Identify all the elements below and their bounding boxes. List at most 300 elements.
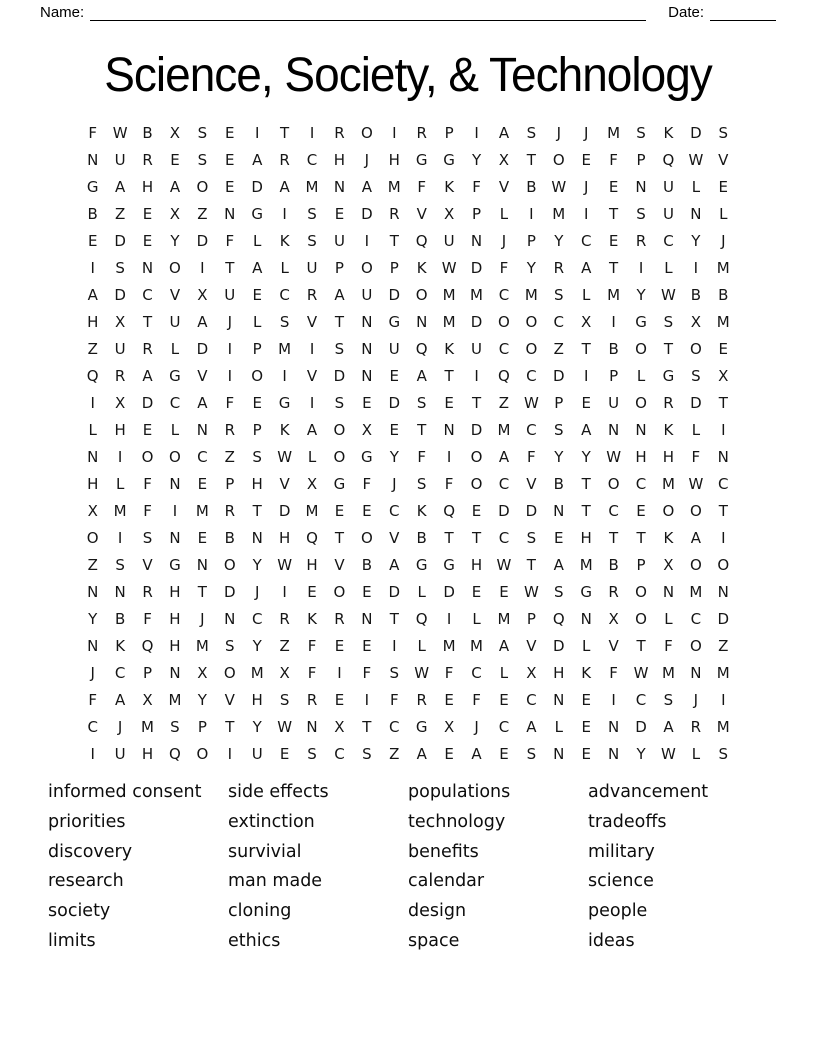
grid-cell: H — [141, 177, 154, 196]
grid-cell: H — [87, 474, 99, 493]
grid-cell: O — [635, 582, 647, 601]
word-list-item: side effects — [228, 782, 329, 802]
grid-cell: C — [279, 285, 290, 304]
grid-cell: M — [442, 636, 456, 655]
grid-cell: L — [664, 609, 673, 628]
grid-cell: E — [362, 636, 372, 655]
grid-cell: K — [663, 123, 674, 142]
grid-cell: O — [251, 366, 264, 385]
grid-cell: I — [282, 204, 287, 223]
grid-cell: L — [636, 366, 646, 385]
word-list-column — [48, 778, 228, 957]
grid-cell: E — [197, 528, 208, 547]
grid-cell: T — [581, 501, 591, 520]
grid-cell: X — [114, 393, 126, 412]
grid-cell: X — [279, 663, 290, 682]
grid-cell: N — [196, 555, 208, 574]
grid-cell: F — [609, 663, 618, 682]
word-list — [48, 778, 768, 957]
grid-cell: R — [389, 204, 400, 223]
grid-cell: K — [115, 636, 126, 655]
grid-cell: S — [554, 582, 564, 601]
grid-cell: O — [141, 447, 154, 466]
grid-cell: H — [470, 555, 483, 574]
grid-cell: G — [86, 177, 99, 196]
grid-cell: P — [636, 555, 646, 574]
grid-cell: R — [663, 393, 674, 412]
grid-cell: V — [526, 474, 537, 493]
grid-cell: F — [143, 609, 152, 628]
grid-cell: C — [334, 744, 345, 763]
grid-cell: K — [416, 258, 427, 277]
grid-cell: C — [114, 663, 126, 682]
grid-cell: N — [87, 582, 99, 601]
grid-cell: Q — [552, 609, 565, 628]
grid-cell: P — [252, 339, 262, 358]
grid-cell: C — [690, 609, 702, 628]
grid-cell: L — [417, 582, 426, 601]
grid-cell: F — [88, 123, 98, 142]
grid-cell: S — [636, 204, 646, 223]
grid-cell: Q — [415, 609, 428, 628]
grid-cell: E — [581, 717, 591, 736]
grid-cell: X — [197, 663, 208, 682]
grid-cell: I — [474, 123, 479, 142]
grid-cell: S — [636, 123, 646, 142]
grid-cell: N — [361, 609, 373, 628]
grid-cell: T — [609, 258, 619, 277]
grid-cell: M — [470, 285, 483, 304]
grid-cell: R — [306, 690, 318, 709]
word-list-item: informed consent — [48, 782, 202, 802]
grid-cell: L — [499, 204, 509, 223]
grid-cell: P — [334, 258, 344, 277]
word-list-column — [408, 778, 588, 957]
grid-cell: N — [169, 663, 181, 682]
grid-cell: M — [195, 636, 209, 655]
grid-cell: H — [251, 474, 263, 493]
word-list-item: discovery — [48, 841, 133, 862]
grid-cell: B — [718, 285, 729, 304]
grid-cell: F — [307, 636, 317, 655]
grid-cell: Z — [279, 636, 290, 655]
grid-cell: T — [636, 528, 646, 547]
grid-cell: R — [334, 609, 345, 628]
grid-cell: V — [498, 177, 510, 196]
grid-cell: M — [442, 285, 456, 304]
word-list-item: research — [48, 871, 124, 892]
grid-cell: S — [718, 123, 729, 142]
grid-cell: C — [306, 150, 318, 169]
grid-cell: A — [142, 366, 153, 385]
grid-cell: D — [525, 501, 538, 520]
grid-cell: J — [90, 663, 95, 682]
grid-cell: F — [609, 150, 618, 169]
grid-cell: N — [416, 312, 428, 331]
grid-cell: S — [526, 528, 537, 547]
grid-cell: P — [636, 150, 646, 169]
grid-cell: Y — [170, 231, 180, 250]
grid-cell: L — [88, 420, 97, 439]
grid-cell: C — [498, 339, 510, 358]
grid-cell: E — [362, 393, 372, 412]
grid-cell: O — [662, 501, 675, 520]
grid-cell: K — [416, 501, 427, 520]
grid-cell: R — [142, 339, 153, 358]
grid-cell: I — [227, 744, 232, 763]
grid-cell: I — [90, 258, 95, 277]
grid-cell: X — [306, 474, 318, 493]
grid-cell: Y — [636, 744, 646, 763]
grid-cell: A — [169, 177, 181, 196]
grid-cell: B — [608, 339, 619, 358]
grid-cell: G — [662, 366, 675, 385]
grid-cell: I — [611, 312, 616, 331]
grid-cell: L — [691, 420, 701, 439]
word-list-item: populations — [408, 782, 511, 802]
grid-cell: W — [551, 177, 567, 196]
grid-cell: X — [443, 717, 455, 736]
grid-cell: R — [334, 123, 345, 142]
grid-cell: G — [388, 312, 401, 331]
grid-cell: Z — [718, 636, 729, 655]
grid-cell: H — [87, 312, 99, 331]
grid-cell: U — [662, 204, 674, 223]
grid-cell: B — [416, 528, 427, 547]
grid-cell: D — [141, 393, 154, 412]
grid-cell: F — [499, 258, 509, 277]
grid-cell: E — [718, 339, 729, 358]
grid-cell: K — [444, 339, 455, 358]
grid-cell: R — [142, 150, 153, 169]
grid-cell: G — [169, 555, 181, 574]
grid-cell: N — [361, 339, 373, 358]
grid-cell: T — [225, 717, 235, 736]
grid-cell: M — [278, 339, 292, 358]
grid-cell: J — [501, 231, 507, 250]
grid-cell: T — [444, 366, 454, 385]
grid-cell: A — [526, 717, 537, 736]
grid-cell: E — [142, 231, 153, 250]
grid-cell: A — [279, 177, 290, 196]
grid-cell: I — [721, 528, 726, 547]
grid-cell: L — [691, 177, 701, 196]
date-label: Date: — [668, 4, 704, 21]
grid-cell: E — [142, 420, 153, 439]
grid-cell: C — [498, 474, 510, 493]
grid-cell: C — [251, 609, 263, 628]
word-list-column — [228, 778, 408, 957]
grid-cell: M — [716, 717, 730, 736]
grid-cell: T — [417, 420, 427, 439]
grid-cell: E — [581, 150, 591, 169]
grid-cell: L — [554, 717, 563, 736]
grid-cell: L — [691, 744, 701, 763]
grid-cell: N — [114, 582, 126, 601]
grid-cell: N — [608, 717, 620, 736]
grid-cell: C — [635, 690, 647, 709]
grid-cell: E — [334, 204, 345, 223]
grid-cell: A — [553, 555, 564, 574]
grid-cell: U — [114, 744, 126, 763]
grid-cell: T — [197, 582, 207, 601]
word-list-item: advancement — [588, 782, 709, 802]
grid-cell: S — [115, 258, 125, 277]
grid-cell: D — [470, 312, 483, 331]
grid-cell: J — [254, 582, 260, 601]
grid-cell: D — [114, 285, 126, 304]
grid-cell: X — [498, 150, 510, 169]
grid-cell: R — [608, 582, 619, 601]
grid-cell: V — [526, 636, 537, 655]
grid-cell: W — [277, 447, 293, 466]
grid-cell: D — [196, 231, 209, 250]
grid-cell: O — [689, 636, 702, 655]
grid-cell: S — [554, 420, 564, 439]
grid-cell: K — [581, 663, 592, 682]
grid-cell: A — [334, 285, 345, 304]
grid-cell: S — [307, 204, 317, 223]
grid-cell: B — [114, 609, 126, 628]
grid-cell: I — [446, 447, 452, 466]
grid-cell: R — [416, 690, 427, 709]
grid-cell: H — [333, 150, 346, 169]
grid-cell: E — [142, 204, 153, 223]
grid-cell: P — [143, 663, 153, 682]
grid-cell: W — [633, 663, 649, 682]
grid-cell: V — [169, 285, 181, 304]
grid-cell: D — [553, 636, 565, 655]
grid-cell: U — [333, 231, 345, 250]
grid-cell: T — [280, 123, 290, 142]
grid-cell: S — [663, 690, 674, 709]
grid-cell: P — [526, 231, 536, 250]
grid-cell: D — [635, 717, 647, 736]
grid-cell: L — [170, 339, 180, 358]
grid-cell: Z — [389, 744, 400, 763]
grid-cell: N — [635, 177, 647, 196]
word-list-item: limits — [48, 930, 96, 951]
grid-cell: T — [581, 339, 591, 358]
grid-cell: N — [553, 690, 565, 709]
grid-cell: C — [663, 231, 674, 250]
grid-cell: E — [362, 582, 372, 601]
grid-cell: T — [581, 474, 591, 493]
grid-cell: E — [499, 690, 509, 709]
grid-cell: G — [361, 447, 373, 466]
grid-cell: C — [142, 285, 153, 304]
grid-cell: N — [553, 744, 565, 763]
grid-cell: X — [169, 204, 181, 223]
grid-cell: E — [389, 420, 400, 439]
grid-cell: W — [688, 474, 704, 493]
grid-cell: N — [608, 420, 620, 439]
grid-cell: I — [309, 393, 315, 412]
grid-cell: G — [278, 393, 291, 412]
grid-cell: T — [718, 501, 728, 520]
grid-cell: N — [306, 717, 318, 736]
grid-cell: O — [635, 393, 647, 412]
grid-cell: B — [142, 123, 153, 142]
grid-cell: T — [444, 528, 454, 547]
grid-cell: I — [90, 744, 95, 763]
grid-cell: V — [279, 474, 290, 493]
grid-cell: Y — [636, 285, 646, 304]
grid-cell: T — [362, 717, 372, 736]
grid-cell: A — [252, 258, 263, 277]
grid-cell: E — [334, 501, 345, 520]
grid-cell: E — [334, 636, 345, 655]
grid-cell: I — [227, 339, 232, 358]
grid-cell: Q — [415, 339, 428, 358]
grid-cell: O — [333, 582, 346, 601]
grid-cell: R — [114, 366, 126, 385]
word-list-item: society — [48, 901, 111, 922]
grid-cell: B — [553, 474, 564, 493]
grid-cell: O — [333, 420, 346, 439]
grid-cell: L — [719, 204, 728, 223]
grid-cell: H — [553, 663, 565, 682]
grid-cell: I — [309, 339, 315, 358]
grid-cell: L — [253, 312, 262, 331]
grid-cell: C — [580, 231, 592, 250]
grid-cell: W — [606, 447, 622, 466]
grid-cell: J — [364, 150, 370, 169]
grid-cell: A — [197, 393, 208, 412]
grid-cell: V — [142, 555, 153, 574]
grid-cell: D — [224, 582, 236, 601]
grid-cell: E — [471, 501, 482, 520]
grid-cell: A — [498, 636, 510, 655]
grid-cell: S — [663, 312, 674, 331]
grid-cell: F — [225, 393, 235, 412]
grid-cell: X — [526, 663, 537, 682]
grid-cell: O — [498, 312, 510, 331]
grid-cell: E — [225, 123, 235, 142]
grid-cell: A — [197, 312, 208, 331]
grid-cell: E — [581, 744, 591, 763]
grid-cell: E — [87, 231, 98, 250]
grid-cell: F — [472, 177, 481, 196]
grid-cell: P — [472, 204, 482, 223]
grid-cell: S — [416, 393, 427, 412]
grid-cell: X — [169, 123, 181, 142]
grid-cell: S — [389, 663, 400, 682]
grid-cell: C — [471, 663, 482, 682]
grid-cell: V — [389, 528, 400, 547]
grid-cell: A — [663, 717, 674, 736]
grid-cell: E — [581, 393, 591, 412]
grid-cell: D — [553, 366, 565, 385]
grid-cell: E — [608, 177, 619, 196]
grid-cell: H — [251, 690, 263, 709]
grid-cell: I — [446, 609, 452, 628]
grid-cell: U — [306, 258, 318, 277]
grid-cell: J — [693, 690, 699, 709]
grid-cell: Z — [114, 204, 126, 223]
grid-cell: U — [224, 285, 236, 304]
grid-cell: X — [443, 204, 455, 223]
grid-cell: A — [114, 177, 126, 196]
grid-cell: O — [196, 744, 209, 763]
grid-cell: E — [279, 744, 290, 763]
grid-cell: W — [112, 123, 128, 142]
date-blank-line — [710, 5, 776, 21]
grid-cell: W — [688, 150, 704, 169]
grid-cell: C — [389, 501, 400, 520]
grid-cell: H — [388, 150, 400, 169]
grid-cell: I — [693, 258, 699, 277]
grid-cell: A — [690, 528, 701, 547]
grid-cell: Z — [197, 204, 208, 223]
word-list-item: tradeoffs — [588, 811, 667, 832]
grid-cell: C — [87, 717, 98, 736]
grid-cell: P — [389, 258, 399, 277]
grid-cell: U — [169, 312, 181, 331]
grid-cell: I — [583, 366, 589, 385]
grid-cell: C — [526, 420, 537, 439]
grid-cell: D — [114, 231, 126, 250]
grid-cell: S — [170, 717, 180, 736]
grid-cell: N — [690, 204, 702, 223]
grid-cell: C — [389, 717, 400, 736]
grid-cell: K — [444, 177, 455, 196]
grid-cell: Y — [554, 447, 564, 466]
word-list-item: design — [408, 901, 467, 922]
grid-cell: J — [200, 609, 205, 628]
grid-cell: G — [169, 366, 181, 385]
grid-cell: O — [525, 312, 538, 331]
grid-cell: C — [498, 717, 510, 736]
grid-cell: R — [224, 420, 235, 439]
word-list-item: man made — [228, 871, 323, 892]
grid-cell: L — [307, 447, 317, 466]
grid-cell: X — [87, 501, 98, 520]
word-list-item: science — [588, 871, 654, 892]
grid-cell: R — [553, 258, 564, 277]
grid-cell: V — [416, 204, 427, 223]
grid-cell: P — [225, 474, 235, 493]
grid-cell: M — [470, 636, 483, 655]
grid-cell: F — [417, 447, 427, 466]
grid-cell: J — [556, 123, 561, 142]
grid-cell: Q — [415, 231, 428, 250]
grid-cell: N — [196, 420, 208, 439]
grid-cell: X — [334, 717, 345, 736]
grid-cell: W — [277, 555, 293, 574]
grid-cell: N — [690, 663, 702, 682]
grid-cell: S — [279, 690, 290, 709]
grid-cell: M — [141, 717, 154, 736]
grid-cell: E — [389, 366, 400, 385]
grid-cell: E — [444, 393, 454, 412]
grid-cell: C — [718, 474, 729, 493]
grid-cell: C — [526, 690, 537, 709]
grid-cell: D — [333, 366, 346, 385]
grid-cell: S — [115, 555, 125, 574]
grid-cell: N — [87, 447, 99, 466]
grid-cell: D — [196, 339, 209, 358]
grid-cell: Y — [526, 258, 536, 277]
grid-cell: Y — [197, 690, 207, 709]
grid-cell: A — [114, 690, 126, 709]
grid-cell: L — [170, 420, 180, 439]
grid-cell: U — [114, 339, 126, 358]
grid-cell: G — [251, 204, 263, 223]
grid-cell: R — [690, 717, 702, 736]
grid-cell: E — [718, 177, 729, 196]
grid-cell: N — [443, 420, 455, 439]
